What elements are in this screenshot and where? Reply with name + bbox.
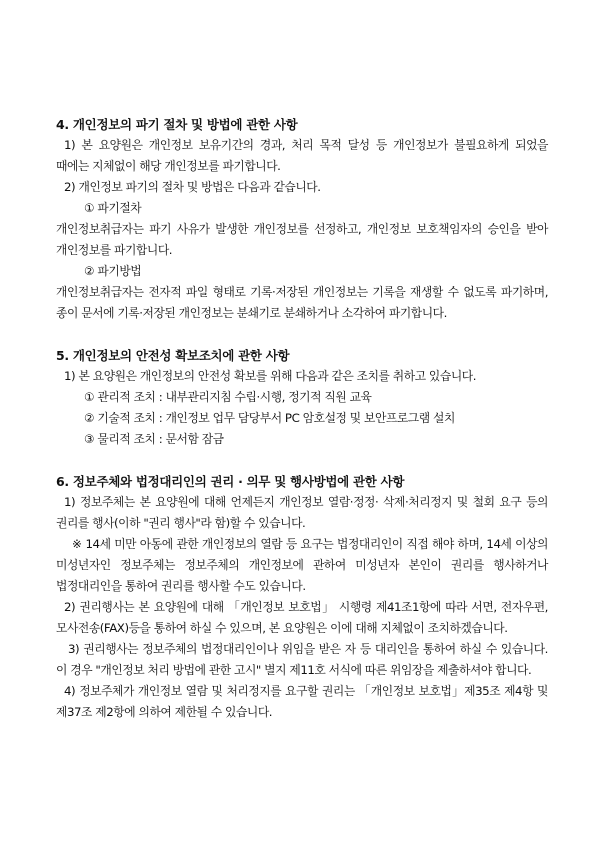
section-rights: [56, 471, 548, 723]
section-gap: [56, 324, 548, 345]
section-heading: 5. 개인정보의 안전성 확보조치에 관한 사항: [56, 348, 290, 363]
paragraph: 2) 개인정보 파기의 절차 및 방법은 다음과 같습니다.: [64, 180, 321, 194]
sub-item: ② 기술적 조치 : 개인정보 업무 담당부서 PC 암호설정 및 보안프로그램 설치: [84, 411, 455, 425]
section-security: [56, 345, 548, 450]
section-destruction: [56, 114, 548, 324]
sub-item: ② 파기방법: [84, 264, 142, 278]
paragraph-note: ※ 14세 미만 아동에 관한 개인정보의 열람 등 요구는 법정대리인이 직접 해야 하며, 14세 이상의 미성년자인 정보주체는 정보주체의 개인정보에 관하여 미성년자 본인이 권리를 행사하거나 법정대리인을 통하여 권리를 행사할 수도 있습니다.: [56, 537, 548, 593]
paragraph: 3) 권리행사는 정보주체의 법정대리인이나 위임을 받은 자 등 대리인을 통하여 하실 수 있습니다. 이 경우 "개인정보 처리 방법에 관한 고시" 별지 제11호 서식에 따른 위임장을 제출하셔야 합니다.: [56, 642, 548, 677]
paragraph: 1) 본 요양원은 개인정보의 안전성 확보를 위해 다음과 같은 조치를 취하고 있습니다.: [64, 369, 477, 383]
document-page: [56, 114, 548, 723]
paragraph: 개인정보취급자는 파기 사유가 발생한 개인정보를 선정하고, 개인정보 보호책임자의 승인을 받아 개인정보를 파기합니다.: [56, 222, 548, 257]
paragraph: 1) 본 요양원은 개인정보 보유기간의 경과, 처리 목적 달성 등 개인정보가 불필요하게 되었을 때에는 지체없이 해당 개인정보를 파기합니다.: [56, 138, 548, 173]
paragraph: 개인정보취급자는 전자적 파일 형태로 기록·저장된 개인정보는 기록을 재생할 수 없도록 파기하며, 종이 문서에 기록·저장된 개인정보는 분쇄기로 분쇄하거나 소각하여 파기합니다.: [56, 285, 548, 320]
paragraph: 1) 정보주체는 본 요양원에 대해 언제든지 개인정보 열람·정정· 삭제·처리정지 및 철회 요구 등의 권리를 행사(이하 "권리 행사"라 함)할 수 있습니다.: [56, 495, 548, 530]
section-gap: [56, 450, 548, 471]
sub-item: ① 관리적 조치 : 내부관리지침 수립·시행, 정기적 직원 교육: [84, 390, 372, 404]
sub-item: ③ 물리적 조치 : 문서함 잠금: [84, 432, 224, 446]
section-heading: 6. 정보주체와 법정대리인의 권리 · 의무 및 행사방법에 관한 사항: [56, 474, 405, 489]
sub-item: ① 파기절차: [84, 201, 142, 215]
paragraph: 2) 권리행사는 본 요양원에 대해 「개인정보 보호법」 시행령 제41조1항에 따라 서면, 전자우편, 모사전송(FAX)등을 통하여 하실 수 있으며, 본 요양원은 이에 대해 지체없이 조치하겠습니다.: [56, 600, 548, 635]
paragraph: 4) 정보주체가 개인정보 열람 및 처리정지를 요구할 권리는 「개인정보 보호법」제35조 제4항 및 제37조 제2항에 의하여 제한될 수 있습니다.: [56, 684, 548, 719]
section-heading: 4. 개인정보의 파기 절차 및 방법에 관한 사항: [56, 117, 298, 132]
